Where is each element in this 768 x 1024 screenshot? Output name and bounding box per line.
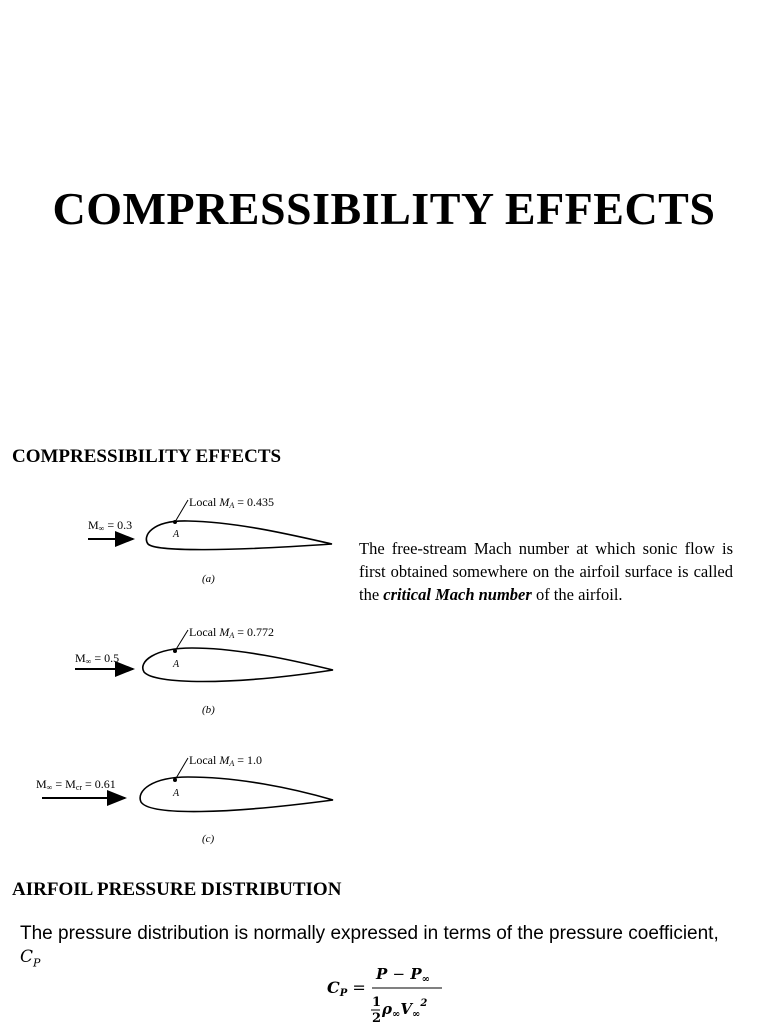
freestream-label-b: M∞ = 0.5: [75, 651, 120, 666]
airfoil-mach-figure: [30, 488, 350, 850]
svg-text:1: 1: [372, 995, 382, 1010]
point-label-c: A: [173, 788, 180, 799]
pressure-paragraph-text: The pressure distribution is normally expressed in terms of the pressure coefficient,: [20, 923, 719, 944]
svg-text:P − P∞: $P - P_\infty$: [376, 965, 430, 985]
leader-line-a: [175, 500, 188, 522]
paragraph-text: The free-stream Mach number at which sonic flow is first obtained somewhere on the airfoil surface is called the: [359, 539, 733, 604]
caption-c: (c): [202, 833, 215, 845]
page-title: COMPRESSIBILITY EFFECTS: [52, 183, 716, 234]
paragraph-text-end: of the airfoil.: [531, 585, 623, 604]
critical-mach-term: critical Mach number: [383, 585, 532, 604]
section-heading-compressibility: COMPRESSIBILITY EFFECTS: [12, 446, 282, 467]
svg-text:2: 2: [372, 1011, 382, 1024]
cp-symbol: [20, 947, 41, 970]
airfoil-shape-b: [143, 648, 333, 682]
point-c-marker: [173, 778, 177, 782]
critical-mach-paragraph: [359, 537, 733, 606]
airfoil-shape-c: [140, 777, 333, 812]
point-a-marker: [173, 520, 177, 524]
local-mach-label-b: Local MA = 0.772: [189, 625, 274, 640]
point-label-b: A: [173, 659, 180, 670]
section-heading-pressure: AIRFOIL PRESSURE DISTRIBUTION: [12, 879, 342, 900]
freestream-label-a: M∞ = 0.3: [88, 518, 133, 533]
cp-symbol-sub: P: [33, 956, 41, 970]
point-b-marker: [173, 649, 177, 653]
freestream-label-c: M∞ = Mcr = 0.61: [36, 777, 116, 792]
svg-text:ρ∞V∞2: $\rho_\infty V_\infty^2$: [382, 998, 428, 1020]
cp-symbol-base: C: [20, 947, 34, 967]
local-mach-label-c: Local MA = 1.0: [189, 753, 262, 768]
point-label-a: A: [173, 529, 180, 540]
airfoil-panel-a: [88, 495, 332, 585]
local-mach-label-a: Local MA = 0.435: [189, 495, 274, 510]
airfoil-panel-c: [36, 753, 333, 845]
caption-a: (a): [202, 573, 215, 585]
svg-text:CP =: CP =: [327, 978, 366, 999]
pressure-coefficient-formula: [320, 962, 490, 1024]
airfoil-panel-b: [75, 625, 333, 716]
caption-b: (b): [202, 704, 215, 716]
